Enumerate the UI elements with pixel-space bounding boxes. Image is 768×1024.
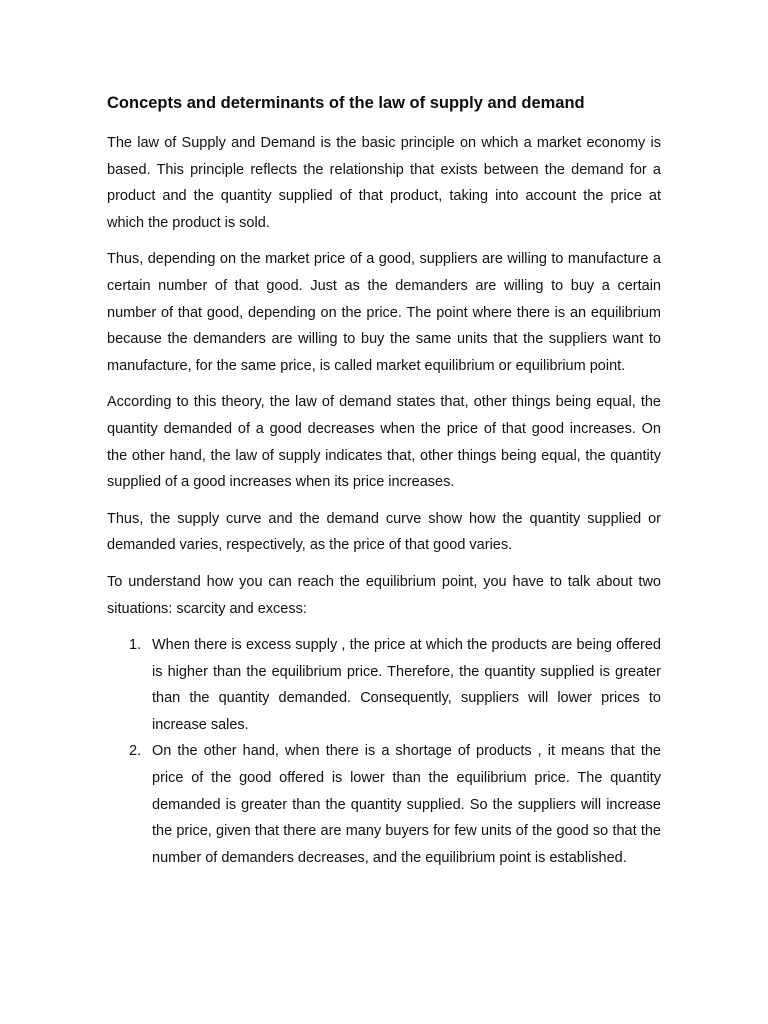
situations-list: [107, 632, 661, 871]
document-page: [107, 90, 661, 871]
list-item-text: When there is excess supply , the price at which the products are being offered is higher than the equilibrium price. Therefore, the quantity supplied is greater than the quantity demanded. Consequently, suppliers will lower prices to increase sales.: [152, 637, 661, 733]
paragraph-situations: To understand how you can reach the equilibrium point, you have to talk about two situations: scarcity and excess:: [107, 573, 661, 617]
document-title: Concepts and determinants of the law of supply and demand: [107, 94, 585, 112]
paragraph-theory: According to this theory, the law of demand states that, other things being equal, the quantity demanded of a good decreases when the price of that good increases. On the other hand, the law of supply indicates that, other things being equal, the quantity supplied of a good increases when its price increases.: [107, 394, 661, 491]
list-item: [107, 632, 661, 738]
paragraph-market-price: Thus, depending on the market price of a good, suppliers are willing to manufacture a certain number of that good. Just as the demanders are willing to buy a certain number of that good, depending on the price. The point where there is an equilibrium because the demanders are willing to buy the same units that the suppliers want to manufacture, for the same price, is called market equilibrium or equilibrium point.: [107, 251, 661, 374]
paragraph-intro: The law of Supply and Demand is the basic principle on which a market economy is based. This principle reflects the relationship that exists between the demand for a product and the quantity supplied of that product, taking into account the price at which the product is sold.: [107, 135, 661, 231]
list-item-text: On the other hand, when there is a shortage of products , it means that the price of the good offered is lower than the equilibrium price. The quantity demanded is greater than the quantity supplied. So the suppliers will increase the price, given that there are many buyers for few units of the good so that the number of demanders decreases, and the equilibrium point is established.: [152, 743, 661, 866]
list-item: [107, 738, 661, 871]
paragraph-curves: Thus, the supply curve and the demand curve show how the quantity supplied or demanded varies, respectively, as the price of that good varies.: [107, 510, 661, 554]
list-number: 2.: [129, 743, 142, 760]
list-number: 1.: [129, 637, 142, 654]
